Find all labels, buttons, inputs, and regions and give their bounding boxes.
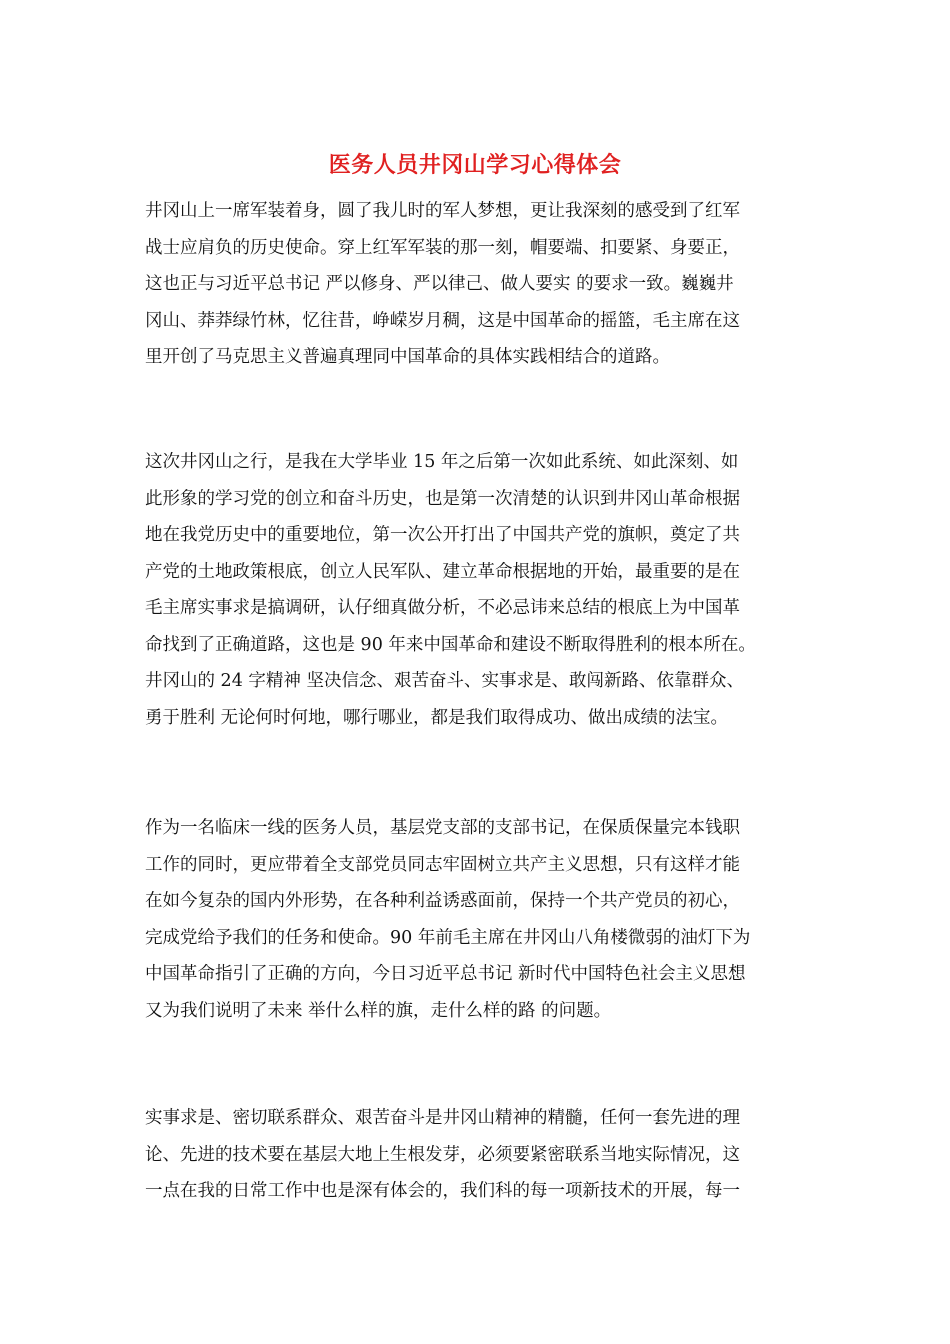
paragraph-line: 一点在我的日常工作中也是深有体会的，我们科的每一项新技术的开展，每一 (145, 1181, 740, 1201)
paragraph-line: 战士应肩负的历史使命。穿上红军军装的那一刻，帽要端、扣要紧、身要正， (145, 237, 740, 258)
paragraph-line: 产党的土地政策根底，创立人民军队、建立革命根据地的开始，最重要的是在 (145, 561, 740, 582)
paragraph-line: 又为我们说明了未来 举什么样的旗，走什么样的路 的问题。 (145, 1000, 612, 1021)
paragraph-line: 井冈山上一席军装着身，圆了我儿时的军人梦想，更让我深刻的感受到了红军 (145, 201, 740, 221)
paragraph-line: 里开创了马克思主义普遍真理同中国革命的具体实践相结合的道路。 (145, 347, 670, 367)
paragraph-line: 完成党给予我们的任务和使命。90 年前毛主席在井冈山八角楼微弱的油灯下为 (145, 927, 751, 948)
document-title: 医务人员井冈山学习心得体会 (328, 152, 622, 178)
paragraph-line: 中国革命指引了正确的方向，今日习近平总书记 新时代中国特色社会主义思想 (145, 964, 746, 984)
paragraph-line: 作为一名临床一线的医务人员，基层党支部的支部书记，在保质保量完本钱职 (145, 818, 740, 838)
paragraph-line: 这次井冈山之行，是我在大学毕业 15 年之后第一次如此系统、如此深刻、如 (145, 452, 739, 472)
paragraph-line: 此形象的学习党的创立和奋斗历史，也是第一次清楚的认识到井冈山革命根据 (145, 488, 740, 509)
paragraph-4 (145, 1100, 805, 1210)
paragraph-line: 工作的同时，更应带着全支部党员同志牢固树立共产主义思想，只有这样才能 (145, 854, 740, 875)
paragraph-1 (145, 193, 805, 376)
paragraph-line: 冈山、莽莽绿竹林，忆往昔，峥嵘岁月稠，这是中国革命的摇篮，毛主席在这 (145, 310, 740, 331)
paragraph-line: 在如今复杂的国内外形势，在各种利益诱惑面前，保持一个共产党员的初心， (145, 891, 740, 911)
paragraph-line: 勇于胜利 无论何时何地，哪行哪业，都是我们取得成功、做出成绩的法宝。 (145, 707, 729, 728)
paragraph-2 (145, 444, 805, 736)
paragraph-line: 论、先进的技术要在基层大地上生根发芽，必须要紧密联系当地实际情况，这 (145, 1144, 740, 1165)
paragraph-line: 实事求是、密切联系群众、艰苦奋斗是井冈山精神的精髓，任何一套先进的理 (145, 1108, 740, 1128)
paragraph-line: 毛主席实事求是搞调研，认仔细真做分析，不必忌讳来总结的根底上为中国革 (145, 598, 740, 618)
paragraph-line: 这也正与习近平总书记 严以修身、严以律己、做人要实 的要求一致。巍巍井 (145, 274, 734, 294)
paragraph-line: 井冈山的 24 字精神 坚决信念、艰苦奋斗、实事求是、敢闯新路、依靠群众、 (145, 671, 744, 691)
paragraph-line: 命找到了正确道路，这也是 90 年来中国革命和建设不断取得胜利的根本所在。 (145, 634, 756, 655)
paragraph-line: 地在我党历史中的重要地位，第一次公开打出了中国共产党的旗帜，奠定了共 (145, 525, 740, 545)
paragraph-3 (145, 810, 805, 1029)
